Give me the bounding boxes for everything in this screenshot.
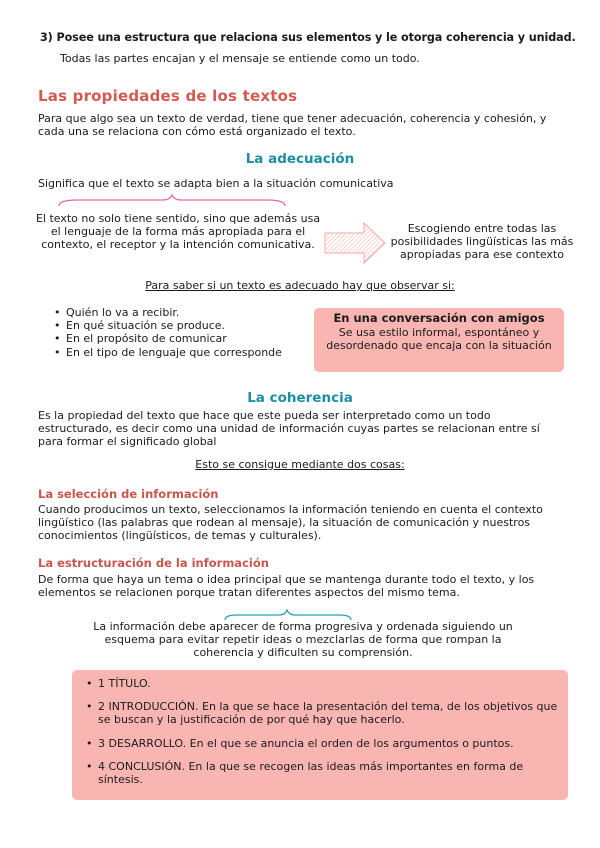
coherencia-paragraph: Es la propiedad del texto que hace que este pueda ser interpretado como un todo estructurado, es decir como una unidad de información cuyas partes se relacionan entre sí para formar el significado global [38,409,540,449]
adecuacion-definition: Significa que el texto se adapta bien a la situación comunicativa [38,177,394,190]
list-item: • 2 INTRODUCCIÓN. En la que se hace la presentación del tema, de los objetivos que se buscan y la justificación de por qué hay que hacerlo. [98,700,558,726]
list-item: • Quién lo va a recibir. [66,306,336,319]
observe-heading: Para saber si un texto es adecuado hay que observar si: [145,279,455,292]
propiedades-paragraph: Para que algo sea un texto de verdad, tiene que tener adecuación, coherencia y cohesión, y cada una se relaciona con cómo está organizado el texto. [38,112,547,139]
estructuracion-heading: La estructuración de la información [38,556,269,570]
list-item: • 3 DESARROLLO. En el que se anuncia el orden de los argumentos o puntos. [98,737,558,750]
structure-list [80,677,558,796]
example-card-title: En una conversación con amigos [333,311,545,325]
example-card-text: Se usa estilo informal, espontáneo y desordenado que encaja con la situación [326,325,552,352]
seleccion-heading: La selección de información [38,487,219,501]
section-heading-propiedades: Las propiedades de los textos [38,87,298,105]
list-item: • 4 CONCLUSIÓN. En la que se recogen las ideas más importantes en forma de síntesis. [98,760,558,786]
point-3-title: 3) Posee una estructura que relaciona sus elementos y le otorga coherencia y unidad. [40,31,576,44]
seleccion-text: Cuando producimos un texto, seleccionamos la información teniendo en cuenta el contexto lingüístico (las palabras que rodean al mensaje), la situación de comunicación y nuestros conocimientos (lingüísticos, de temas y culturales). [38,503,543,543]
adecuacion-consequence: Escogiendo entre todas las posibilidades lingüísticas las más apropiadas para ese contexto [390,222,574,262]
consigue-heading: Esto se consigue mediante dos cosas: [195,458,405,471]
estructuracion-text: De forma que haya un tema o idea principal que se mantenga durante todo el texto, y los elementos se relacionen porque tratan diferentes aspectos del mismo tema. [38,573,535,600]
point-3-text: Todas las partes encajan y el mensaje se entiende como un todo. [60,52,420,65]
adecuacion-explanation: El texto no solo tiene sentido, sino que además usa el lenguaje de la forma más apropiada para el contexto, el receptor y la intención comunicativa. [35,212,321,252]
arrow-right-icon [324,221,386,265]
adecuacion-title: La adecuación [245,151,355,167]
example-card [314,308,564,372]
list-item: • En qué situación se produce. [66,319,336,332]
estructuracion-info: La información debe aparecer de forma progresiva y ordenada siguiendo un esquema para evitar repetir ideas o mezclarlas de forma que rompan la coherencia y dificulten su comprensión. [93,620,513,660]
list-item: • En el tipo de lenguaje que corresponde [66,346,336,359]
list-item: • En el propósito de comunicar [66,332,336,345]
adecuacion-criteria-list [48,306,336,359]
curly-brace-icon [57,194,287,208]
coherencia-title: La coherencia [247,390,353,406]
list-item: • 1 TÍTULO. [98,677,558,690]
